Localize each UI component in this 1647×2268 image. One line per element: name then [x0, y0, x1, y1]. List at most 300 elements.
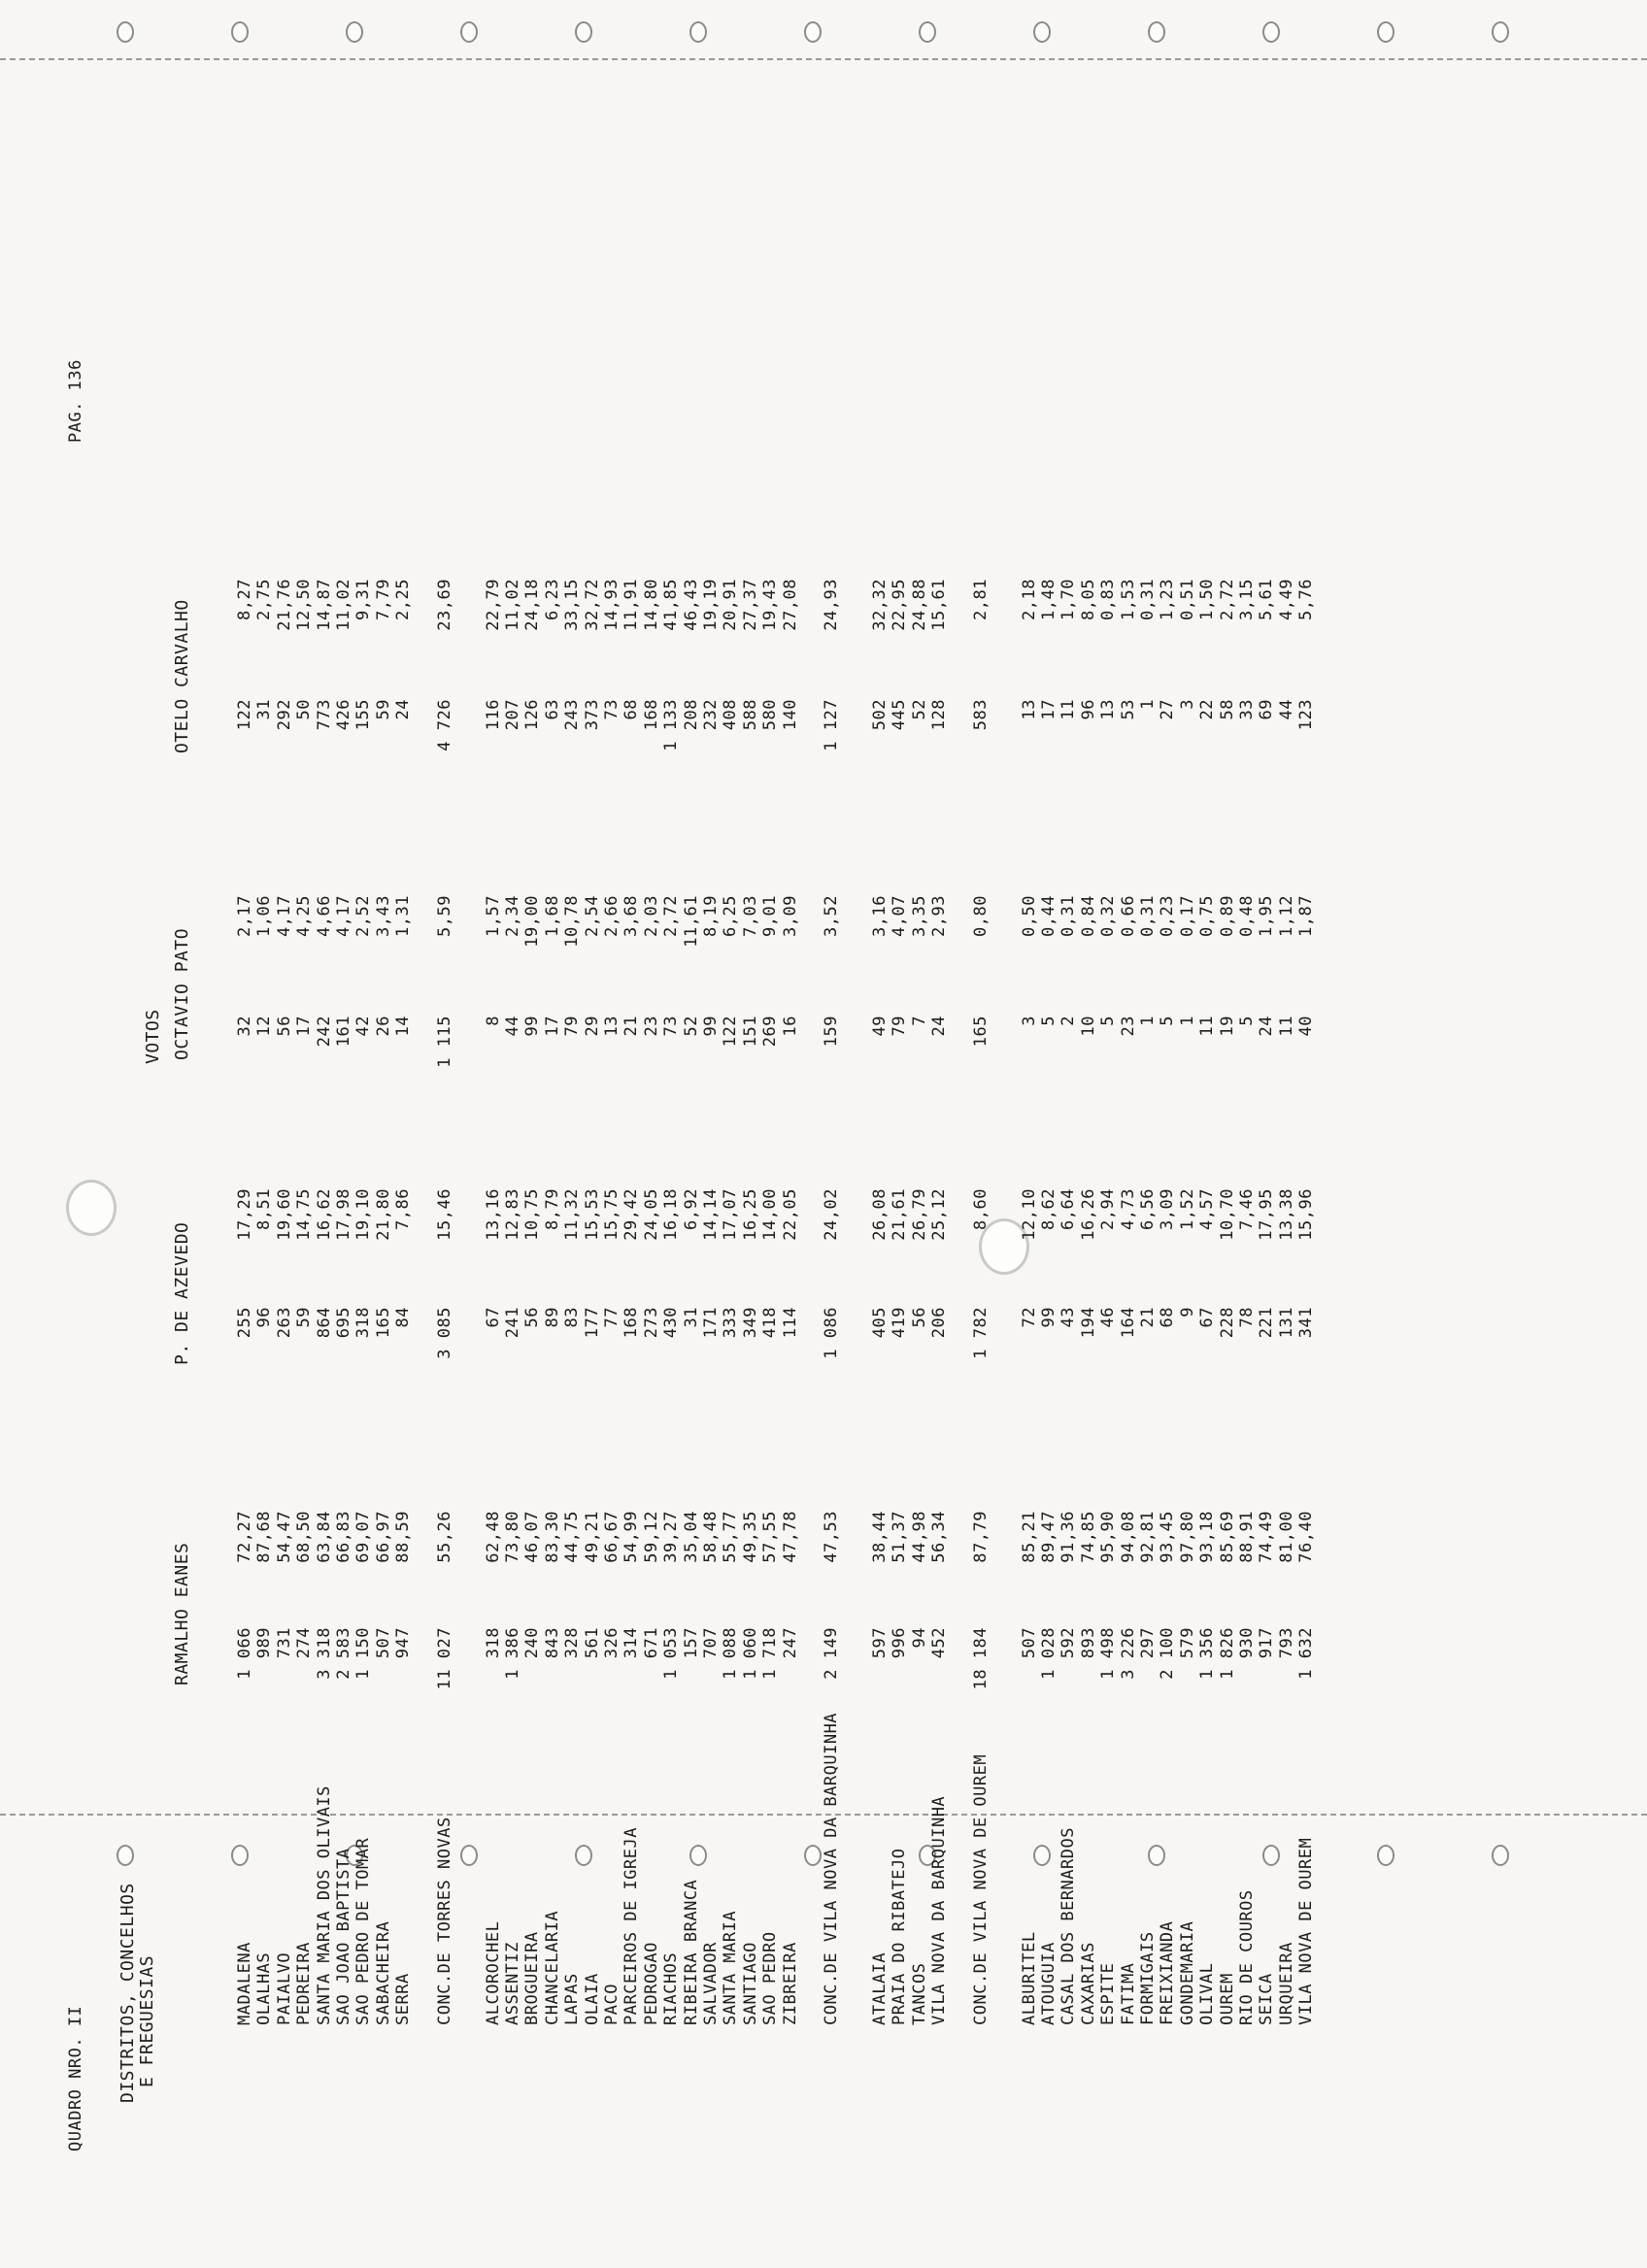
freguesia-row-azevedo-votes: 59 [294, 1307, 315, 1328]
freguesia-row-pato-votes: 3 [1019, 1016, 1039, 1026]
freguesia-row-pato-pct: 0,75 [1197, 895, 1218, 937]
freguesia-row-carvalho-votes: 168 [641, 699, 661, 731]
freguesia-row-azevedo-pct: 26,79 [909, 1188, 929, 1241]
freguesia-row-carvalho-votes: 1 [1138, 699, 1158, 710]
freguesia-row-carvalho-pct: 11,91 [622, 579, 642, 631]
freguesia-row-eanes-pct: 54,47 [274, 1511, 294, 1563]
freguesia-row-eanes-pct: 95,90 [1098, 1511, 1119, 1563]
freguesia-row-carvalho-votes: 17 [1039, 699, 1059, 720]
freguesia-row-eanes-votes: 2 100 [1158, 1627, 1178, 1680]
concelho-total-pato-pct: 0,80 [970, 895, 991, 937]
header-candidate-carvalho: OTELO CARVALHO [172, 599, 192, 753]
freguesia-row-azevedo-votes: 56 [909, 1307, 929, 1328]
freguesia-row-name: PEDROGAO [641, 1942, 661, 2025]
freguesia-row-carvalho-pct: 9,31 [353, 579, 374, 620]
freguesia-row-carvalho-pct: 6,23 [542, 579, 562, 620]
freguesia-row-pato-pct: 2,93 [929, 895, 950, 937]
freguesia-row-name: VILA NOVA DA BARQUINHA [929, 1795, 950, 2025]
freguesia-row-azevedo-votes: 273 [641, 1307, 661, 1339]
freguesia-row-carvalho-pct: 46,43 [681, 579, 701, 631]
freguesia-row-eanes-votes: 561 [582, 1627, 602, 1659]
freguesia-row-pato-votes: 19 [1217, 1016, 1237, 1037]
freguesia-row-azevedo-pct: 17,29 [235, 1188, 254, 1241]
freguesia-row-eanes-pct: 54,99 [622, 1511, 642, 1563]
freguesia-row-eanes-pct: 59,12 [641, 1511, 661, 1563]
freguesia-row-pato-pct: 4,66 [314, 895, 334, 937]
freguesia-row-carvalho-pct: 15,61 [929, 579, 950, 631]
freguesia-row-pato-pct: 0,44 [1039, 895, 1059, 937]
freguesia-row-eanes-pct: 69,07 [353, 1511, 374, 1563]
freguesia-row-eanes-votes: 240 [522, 1627, 543, 1659]
freguesia-row-carvalho-votes: 27 [1158, 699, 1178, 720]
freguesia-row-pato-votes: 49 [870, 1016, 890, 1037]
freguesia-row-name: SEICA [1257, 1973, 1277, 2025]
freguesia-row-name: PRAIA DO RIBATEJO [890, 1848, 910, 2025]
freguesia-row-pato-pct: 3,35 [909, 895, 929, 937]
freguesia-row-name: VILA NOVA DE OUREM [1296, 1837, 1317, 2025]
freguesia-row-azevedo-votes: 695 [334, 1307, 353, 1339]
freguesia-row-azevedo-votes: 164 [1118, 1307, 1138, 1339]
freguesia-row-eanes-pct: 83,30 [542, 1511, 562, 1563]
freguesia-row-azevedo-votes: 96 [254, 1307, 275, 1328]
freguesia-row-name: MADALENA [235, 1942, 254, 2025]
freguesia-row-pato-votes: 29 [582, 1016, 602, 1037]
freguesia-row-carvalho-pct: 14,87 [314, 579, 334, 631]
freguesia-row-pato-pct: 2,72 [661, 895, 682, 937]
freguesia-row-name: TANCOS [909, 1962, 929, 2025]
freguesia-row-pato-votes: 99 [701, 1016, 721, 1037]
freguesia-row-pato-pct: 2,52 [353, 895, 374, 937]
freguesia-row-name: ASSENTIZ [503, 1942, 522, 2025]
freguesia-row-name: ESPITE [1098, 1962, 1119, 2025]
freguesia-row-carvalho-pct: 14,80 [641, 579, 661, 631]
freguesia-row-name: PAIALVO [274, 1951, 294, 2025]
freguesia-row-carvalho-pct: 3,15 [1237, 579, 1257, 620]
freguesia-row-azevedo-votes: 405 [870, 1307, 890, 1339]
freguesia-row-eanes-pct: 76,40 [1296, 1511, 1317, 1563]
freguesia-row-carvalho-pct: 5,61 [1257, 579, 1277, 620]
freguesia-row-pato-pct: 4,25 [294, 895, 315, 937]
freguesia-row-eanes-pct: 44,75 [562, 1511, 583, 1563]
freguesia-row-azevedo-pct: 17,07 [721, 1188, 741, 1241]
freguesia-row-azevedo-pct: 21,61 [890, 1188, 910, 1241]
freguesia-row-eanes-votes: 1 028 [1039, 1627, 1059, 1680]
freguesia-row-pato-votes: 24 [929, 1016, 950, 1037]
freguesia-row-carvalho-votes: 126 [522, 699, 543, 731]
freguesia-row-eanes-pct: 93,18 [1197, 1511, 1218, 1563]
freguesia-row-azevedo-pct: 12,83 [503, 1188, 522, 1241]
freguesia-row-pato-votes: 269 [760, 1016, 781, 1048]
freguesia-row-pato-votes: 5 [1158, 1016, 1178, 1026]
freguesia-row-eanes-votes: 989 [254, 1627, 275, 1659]
freguesia-row-azevedo-pct: 8,51 [254, 1188, 275, 1230]
freguesia-row-azevedo-pct: 14,14 [701, 1188, 721, 1241]
freguesia-row-eanes-votes: 297 [1138, 1627, 1158, 1659]
concelho-total-carvalho-votes: 583 [970, 699, 991, 731]
freguesia-row-pato-pct: 2,54 [582, 895, 602, 937]
concelho-total-name: CONC.DE TORRES NOVAS [434, 1817, 454, 2025]
freguesia-row-azevedo-votes: 241 [503, 1307, 522, 1339]
freguesia-row-pato-pct: 11,61 [681, 895, 701, 948]
freguesia-row-carvalho-votes: 1 133 [661, 699, 682, 751]
freguesia-row-azevedo-pct: 1,52 [1177, 1188, 1197, 1230]
freguesia-row-carvalho-pct: 1,23 [1158, 579, 1178, 620]
freguesia-row-name: RIACHOS [661, 1951, 682, 2025]
freguesia-row-carvalho-votes: 3 [1177, 699, 1197, 710]
freguesia-row-carvalho-votes: 31 [254, 699, 275, 720]
freguesia-row-pato-pct: 0,31 [1138, 895, 1158, 937]
freguesia-row-eanes-pct: 56,34 [929, 1511, 950, 1563]
freguesia-row-eanes-votes: 671 [641, 1627, 661, 1659]
freguesia-row-carvalho-pct: 19,19 [701, 579, 721, 631]
freguesia-row-carvalho-votes: 292 [274, 699, 294, 731]
freguesia-row-azevedo-pct: 7,86 [393, 1188, 414, 1230]
freguesia-row-name: ATOUGUIA [1039, 1942, 1059, 2025]
concelho-total-azevedo-votes: 3 085 [434, 1307, 454, 1359]
freguesia-row-eanes-pct: 47,78 [780, 1511, 800, 1563]
freguesia-row-eanes-pct: 88,91 [1237, 1511, 1257, 1563]
freguesia-row-name: ZIBREIRA [780, 1942, 800, 2025]
freguesia-row-pato-votes: 10 [1078, 1016, 1098, 1037]
freguesia-row-carvalho-pct: 2,75 [254, 579, 275, 620]
freguesia-row-azevedo-pct: 14,75 [294, 1188, 315, 1241]
freguesia-row-eanes-pct: 58,48 [701, 1511, 721, 1563]
freguesia-row-pato-votes: 56 [274, 1016, 294, 1037]
freguesia-row-pato-votes: 26 [373, 1016, 393, 1037]
freguesia-row-carvalho-pct: 22,95 [890, 579, 910, 631]
freguesia-row-eanes-pct: 46,07 [522, 1511, 543, 1563]
freguesia-row-azevedo-pct: 4,73 [1118, 1188, 1138, 1230]
freguesia-row-eanes-votes: 3 318 [314, 1627, 334, 1680]
freguesia-row-carvalho-votes: 116 [483, 699, 503, 731]
concelho-total-pato-votes: 159 [822, 1016, 841, 1048]
freguesia-row-carvalho-pct: 33,15 [562, 579, 583, 631]
freguesia-row-eanes-votes: 94 [909, 1627, 929, 1649]
concelho-total-pato-votes: 1 115 [434, 1016, 454, 1068]
freguesia-row-pato-pct: 0,66 [1118, 895, 1138, 937]
freguesia-row-carvalho-votes: 59 [373, 699, 393, 720]
freguesia-row-carvalho-pct: 5,76 [1296, 579, 1317, 620]
freguesia-row-eanes-votes: 793 [1276, 1627, 1296, 1659]
freguesia-row-pato-pct: 2,34 [503, 895, 522, 937]
freguesia-row-eanes-pct: 81,00 [1276, 1511, 1296, 1563]
freguesia-row-azevedo-votes: 77 [602, 1307, 622, 1328]
freguesia-row-name: OUREM [1217, 1973, 1237, 2025]
freguesia-row-azevedo-pct: 25,12 [929, 1188, 950, 1241]
freguesia-row-eanes-votes: 592 [1059, 1627, 1079, 1659]
freguesia-row-eanes-votes: 318 [483, 1627, 503, 1659]
freguesia-row-eanes-pct: 66,97 [373, 1511, 393, 1563]
header-candidate-eanes: RAMALHO EANES [172, 1542, 192, 1685]
freguesia-row-carvalho-votes: 408 [721, 699, 741, 731]
header-votos: VOTOS [143, 1009, 163, 1064]
freguesia-row-azevedo-pct: 3,09 [1158, 1188, 1178, 1230]
freguesia-row-pato-pct: 10,78 [562, 895, 583, 948]
freguesia-row-name: OLAIA [582, 1973, 602, 2025]
freguesia-row-eanes-pct: 51,37 [890, 1511, 910, 1563]
freguesia-row-pato-votes: 5 [1039, 1016, 1059, 1026]
concelho-total-pato-pct: 5,59 [434, 895, 454, 937]
freguesia-row-eanes-pct: 38,44 [870, 1511, 890, 1563]
freguesia-row-eanes-votes: 3 226 [1118, 1627, 1138, 1680]
freguesia-row-name: FATIMA [1118, 1962, 1138, 2025]
freguesia-row-carvalho-pct: 19,43 [760, 579, 781, 631]
freguesia-row-carvalho-pct: 1,48 [1039, 579, 1059, 620]
freguesia-row-carvalho-votes: 207 [503, 699, 522, 731]
freguesia-row-carvalho-votes: 232 [701, 699, 721, 731]
freguesia-row-carvalho-votes: 773 [314, 699, 334, 731]
header-districts-line1: DISTRITOS, CONCELHOS [118, 1883, 138, 2103]
concelho-total-eanes-pct: 47,53 [822, 1511, 841, 1563]
freguesia-row-name: PARCEIROS DE IGREJA [622, 1827, 642, 2025]
freguesia-row-eanes-votes: 1 826 [1217, 1627, 1237, 1680]
freguesia-row-eanes-votes: 893 [1078, 1627, 1098, 1659]
freguesia-row-carvalho-votes: 123 [1296, 699, 1317, 731]
freguesia-row-azevedo-pct: 14,00 [760, 1188, 781, 1241]
freguesia-row-name: FORMIGAIS [1138, 1931, 1158, 2025]
freguesia-row-eanes-pct: 66,83 [334, 1511, 353, 1563]
freguesia-row-eanes-pct: 73,80 [503, 1511, 522, 1563]
freguesia-row-pato-pct: 3,68 [622, 895, 642, 937]
freguesia-row-azevedo-pct: 13,38 [1276, 1188, 1296, 1241]
freguesia-row-eanes-votes: 157 [681, 1627, 701, 1659]
freguesia-row-carvalho-votes: 58 [1217, 699, 1237, 720]
concelho-total-name: CONC.DE VILA NOVA DE OUREM [970, 1753, 991, 2025]
freguesia-row-name: SAO JOAO BAPTISTA [334, 1848, 353, 2025]
freguesia-row-eanes-votes: 1 053 [661, 1627, 682, 1680]
freguesia-row-pato-votes: 5 [1237, 1016, 1257, 1026]
freguesia-row-eanes-pct: 88,59 [393, 1511, 414, 1563]
freguesia-row-carvalho-pct: 2,72 [1217, 579, 1237, 620]
freguesia-row-azevedo-votes: 171 [701, 1307, 721, 1339]
freguesia-row-carvalho-votes: 13 [1098, 699, 1119, 720]
freguesia-row-eanes-votes: 996 [890, 1627, 910, 1659]
freguesia-row-carvalho-pct: 11,02 [334, 579, 353, 631]
freguesia-row-azevedo-votes: 419 [890, 1307, 910, 1339]
freguesia-row-carvalho-votes: 140 [780, 699, 800, 731]
freguesia-row-pato-votes: 13 [602, 1016, 622, 1037]
freguesia-row-name: BROGUEIRA [522, 1931, 543, 2025]
freguesia-row-pato-votes: 17 [542, 1016, 562, 1037]
table-id: QUADRO NRO. II [66, 2005, 85, 2151]
freguesia-row-carvalho-pct: 12,50 [294, 579, 315, 631]
freguesia-row-eanes-votes: 507 [373, 1627, 393, 1659]
header-districts-line2: E FREGUESIAS [137, 1954, 157, 2087]
freguesia-row-azevedo-votes: 194 [1078, 1307, 1098, 1339]
freguesia-row-azevedo-votes: 318 [353, 1307, 374, 1339]
freguesia-row-pato-pct: 4,17 [334, 895, 353, 937]
freguesia-row-azevedo-votes: 83 [562, 1307, 583, 1328]
freguesia-row-azevedo-pct: 12,10 [1019, 1188, 1039, 1241]
freguesia-row-carvalho-votes: 53 [1118, 699, 1138, 720]
freguesia-row-pato-votes: 44 [503, 1016, 522, 1037]
freguesia-row-pato-votes: 5 [1098, 1016, 1119, 1026]
freguesia-row-carvalho-pct: 14,93 [602, 579, 622, 631]
freguesia-row-name: OLALHAS [254, 1951, 275, 2025]
freguesia-row-carvalho-votes: 155 [353, 699, 374, 731]
freguesia-row-azevedo-votes: 46 [1098, 1307, 1119, 1328]
freguesia-row-pato-votes: 42 [353, 1016, 374, 1037]
freguesia-row-azevedo-votes: 228 [1217, 1307, 1237, 1339]
freguesia-row-azevedo-votes: 221 [1257, 1307, 1277, 1339]
freguesia-row-carvalho-votes: 73 [602, 699, 622, 720]
freguesia-row-azevedo-votes: 418 [760, 1307, 781, 1339]
freguesia-row-pato-votes: 40 [1296, 1016, 1317, 1037]
freguesia-row-azevedo-pct: 11,32 [562, 1188, 583, 1241]
freguesia-row-eanes-pct: 93,45 [1158, 1511, 1178, 1563]
freguesia-row-pato-pct: 3,43 [373, 895, 393, 937]
freguesia-row-pato-pct: 0,32 [1098, 895, 1119, 937]
freguesia-row-carvalho-votes: 63 [542, 699, 562, 720]
freguesia-row-azevedo-votes: 43 [1059, 1307, 1079, 1328]
freguesia-row-azevedo-pct: 24,05 [641, 1188, 661, 1241]
freguesia-row-name: SANTIAGO [740, 1942, 760, 2025]
freguesia-row-pato-votes: 122 [721, 1016, 741, 1048]
freguesia-row-azevedo-pct: 6,92 [681, 1188, 701, 1230]
concelho-total-azevedo-pct: 8,60 [970, 1188, 991, 1230]
freguesia-row-name: ALBURITEL [1019, 1931, 1039, 2025]
concelho-total-carvalho-pct: 23,69 [434, 579, 454, 631]
freguesia-row-carvalho-pct: 8,05 [1078, 579, 1098, 620]
freguesia-row-pato-pct: 6,25 [721, 895, 741, 937]
freguesia-row-pato-votes: 14 [393, 1016, 414, 1037]
freguesia-row-pato-pct: 3,16 [870, 895, 890, 937]
freguesia-row-azevedo-pct: 21,80 [373, 1188, 393, 1241]
freguesia-row-eanes-votes: 328 [562, 1627, 583, 1659]
freguesia-row-azevedo-pct: 16,62 [314, 1188, 334, 1241]
freguesia-row-eanes-pct: 85,69 [1217, 1511, 1237, 1563]
freguesia-row-azevedo-votes: 206 [929, 1307, 950, 1339]
freguesia-row-eanes-votes: 1 632 [1296, 1627, 1317, 1680]
freguesia-row-eanes-votes: 597 [870, 1627, 890, 1659]
freguesia-row-eanes-votes: 1 498 [1098, 1627, 1119, 1680]
freguesia-row-carvalho-pct: 11,02 [503, 579, 522, 631]
freguesia-row-pato-pct: 1,68 [542, 895, 562, 937]
freguesia-row-pato-pct: 0,89 [1217, 895, 1237, 937]
freguesia-row-carvalho-pct: 27,37 [740, 579, 760, 631]
freguesia-row-eanes-votes: 707 [701, 1627, 721, 1659]
freguesia-row-pato-pct: 0,48 [1237, 895, 1257, 937]
freguesia-row-carvalho-pct: 8,27 [235, 579, 254, 620]
freguesia-row-azevedo-pct: 15,53 [582, 1188, 602, 1241]
freguesia-row-name: RIO DE COUROS [1237, 1889, 1257, 2025]
freguesia-row-pato-votes: 23 [1118, 1016, 1138, 1037]
freguesia-row-name: ATALAIA [870, 1951, 890, 2025]
freguesia-row-azevedo-pct: 22,05 [780, 1188, 800, 1241]
freguesia-row-azevedo-pct: 29,42 [622, 1188, 642, 1241]
freguesia-row-name: SANTA MARIA DOS OLIVAIS [314, 1785, 334, 2025]
concelho-total-carvalho-pct: 2,81 [970, 579, 991, 620]
freguesia-row-eanes-pct: 72,27 [235, 1511, 254, 1563]
freguesia-row-carvalho-votes: 50 [294, 699, 315, 720]
freguesia-row-eanes-votes: 2 583 [334, 1627, 353, 1680]
freguesia-row-name: SAO PEDRO DE TOMAR [353, 1837, 374, 2025]
concelho-total-pato-votes: 165 [970, 1016, 991, 1048]
freguesia-row-azevedo-votes: 89 [542, 1307, 562, 1328]
freguesia-row-azevedo-votes: 349 [740, 1307, 760, 1339]
freguesia-row-carvalho-votes: 208 [681, 699, 701, 731]
freguesia-row-eanes-votes: 314 [622, 1627, 642, 1659]
freguesia-row-eanes-pct: 91,36 [1059, 1511, 1079, 1563]
freguesia-row-eanes-votes: 1 718 [760, 1627, 781, 1680]
freguesia-row-pato-pct: 0,84 [1078, 895, 1098, 937]
freguesia-row-name: CHANCELARIA [542, 1910, 562, 2025]
freguesia-row-pato-votes: 16 [780, 1016, 800, 1037]
freguesia-row-pato-pct: 4,17 [274, 895, 294, 937]
freguesia-row-carvalho-votes: 128 [929, 699, 950, 731]
freguesia-row-azevedo-pct: 15,75 [602, 1188, 622, 1241]
freguesia-row-azevedo-votes: 165 [373, 1307, 393, 1339]
freguesia-row-pato-pct: 3,09 [780, 895, 800, 937]
freguesia-row-carvalho-votes: 33 [1237, 699, 1257, 720]
freguesia-row-pato-pct: 1,57 [483, 895, 503, 937]
freguesia-row-name: FREIXIANDA [1158, 1920, 1178, 2025]
freguesia-row-azevedo-pct: 8,79 [542, 1188, 562, 1230]
concelho-total-pato-pct: 3,52 [822, 895, 841, 937]
freguesia-row-azevedo-votes: 177 [582, 1307, 602, 1339]
freguesia-row-pato-votes: 73 [661, 1016, 682, 1037]
freguesia-row-azevedo-pct: 19,60 [274, 1188, 294, 1241]
freguesia-row-pato-pct: 2,03 [641, 895, 661, 937]
concelho-total-eanes-pct: 87,79 [970, 1511, 991, 1563]
freguesia-row-pato-pct: 0,50 [1019, 895, 1039, 937]
freguesia-row-eanes-votes: 1 088 [721, 1627, 741, 1680]
freguesia-row-azevedo-votes: 131 [1276, 1307, 1296, 1339]
freguesia-row-name: OLIVAL [1197, 1962, 1218, 2025]
freguesia-row-eanes-votes: 247 [780, 1627, 800, 1659]
freguesia-row-eanes-pct: 35,04 [681, 1511, 701, 1563]
freguesia-row-azevedo-pct: 6,56 [1138, 1188, 1158, 1230]
freguesia-row-azevedo-votes: 168 [622, 1307, 642, 1339]
freguesia-row-eanes-pct: 39,27 [661, 1511, 682, 1563]
freguesia-row-carvalho-votes: 22 [1197, 699, 1218, 720]
freguesia-row-pato-votes: 2 [1059, 1016, 1079, 1026]
freguesia-row-carvalho-pct: 1,53 [1118, 579, 1138, 620]
freguesia-row-eanes-votes: 1 356 [1197, 1627, 1218, 1680]
freguesia-row-pato-pct: 8,19 [701, 895, 721, 937]
page-number: PAG. 136 [66, 359, 85, 443]
freguesia-row-pato-pct: 1,95 [1257, 895, 1277, 937]
freguesia-row-azevedo-pct: 16,18 [661, 1188, 682, 1241]
freguesia-row-azevedo-votes: 430 [661, 1307, 682, 1339]
freguesia-row-azevedo-pct: 8,62 [1039, 1188, 1059, 1230]
freguesia-row-carvalho-votes: 44 [1276, 699, 1296, 720]
freguesia-row-pato-pct: 0,17 [1177, 895, 1197, 937]
freguesia-row-azevedo-votes: 72 [1019, 1307, 1039, 1328]
freguesia-row-azevedo-votes: 9 [1177, 1307, 1197, 1317]
concelho-total-carvalho-votes: 1 127 [822, 699, 841, 751]
freguesia-row-azevedo-votes: 31 [681, 1307, 701, 1328]
freguesia-row-eanes-votes: 947 [393, 1627, 414, 1659]
freguesia-row-eanes-votes: 326 [602, 1627, 622, 1659]
freguesia-row-pato-pct: 1,31 [393, 895, 414, 937]
freguesia-row-carvalho-pct: 32,32 [870, 579, 890, 631]
freguesia-row-name: SANTA MARIA [721, 1910, 741, 2025]
freguesia-row-name: CASAL DOS BERNARDOS [1059, 1827, 1079, 2025]
freguesia-row-azevedo-votes: 114 [780, 1307, 800, 1339]
freguesia-row-pato-votes: 21 [622, 1016, 642, 1037]
concelho-total-name: CONC.DE VILA NOVA DA BARQUINHA [822, 1712, 841, 2025]
freguesia-row-azevedo-pct: 6,64 [1059, 1188, 1079, 1230]
freguesia-row-azevedo-votes: 263 [274, 1307, 294, 1339]
freguesia-row-pato-pct: 7,03 [740, 895, 760, 937]
freguesia-row-azevedo-votes: 99 [1039, 1307, 1059, 1328]
freguesia-row-carvalho-votes: 243 [562, 699, 583, 731]
freguesia-row-azevedo-pct: 10,70 [1217, 1188, 1237, 1241]
freguesia-row-eanes-votes: 507 [1019, 1627, 1039, 1659]
freguesia-row-carvalho-votes: 445 [890, 699, 910, 731]
freguesia-row-eanes-votes: 1 386 [503, 1627, 522, 1680]
